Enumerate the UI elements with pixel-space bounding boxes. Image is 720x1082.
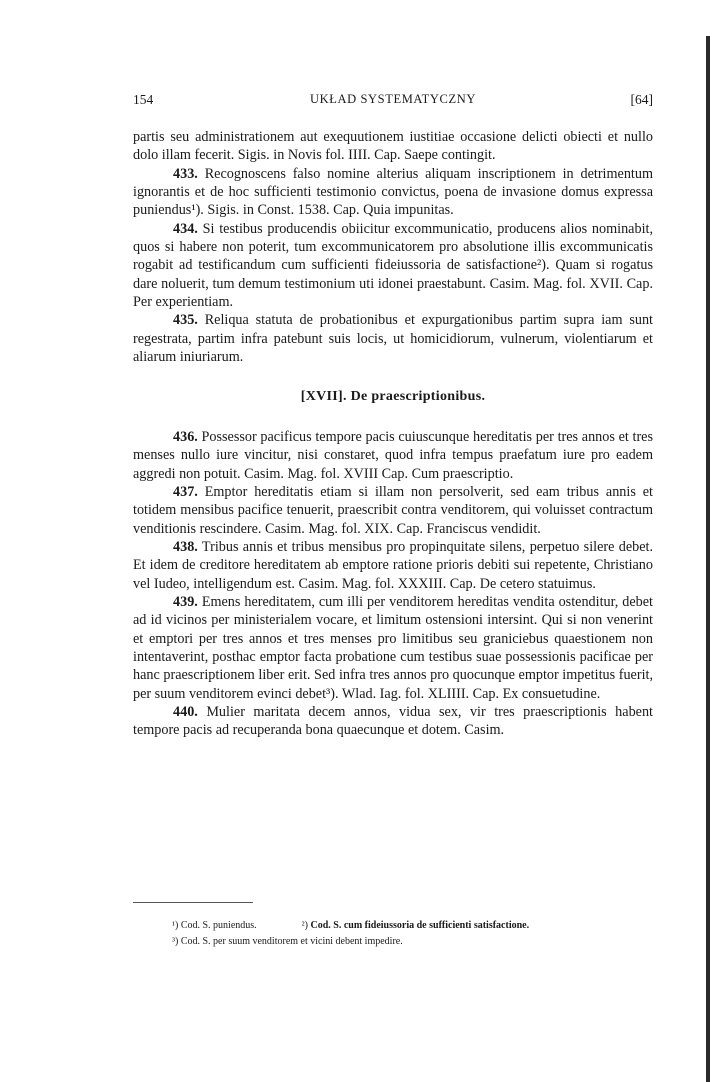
paragraph-text: Recognoscens falso nomine alterius aliquam inscriptionem in detrimentum ignorantis et de hoc sufficienti testimonio convictus, poena de invasione domus expressa puniendus¹). Sigis. in Const. 1538. Cap. Quia impunitas. [133,165,653,219]
running-title: UKŁAD SYSTEMATYCZNY [310,92,476,106]
paragraph-number: 438. [173,538,198,555]
paragraph-text: partis seu administrationem aut exequutionem iustitiae occasione delicti obiecti et nullo dolo illam fecerit. Sigis. in Novis fol. IIII. Cap. Saepe contingit. [133,129,653,164]
paragraph-435 [133,311,653,366]
paragraph-438 [133,538,653,593]
paragraph-text: Mulier maritata decem annos, vidua sex, vir tres praescriptionis habent tempore pacis ad recuperanda bona quaecunque et dotem. Casim. [133,703,653,739]
paragraph-437 [133,483,653,538]
paragraph-text: Si testibus producendis obiicitur excommunicatio, producens alios nominabit, quos si habere non poterit, tum excommunicatorem pro absolutione illis excommunicatis rogabit ad testificandum cum sufficienti fideiussoria de satisfactione²). Quam si rogatus dare noluerit, tum demum testimonium uti idonei praestabunt. Casim. Mag. fol. XVII. Cap. Per experientiam. [133,220,654,311]
paragraph-number: 434. [173,220,198,237]
section-label: [XVII]. [300,389,347,405]
paragraph-number: 439. [173,593,198,610]
section-title: De praescriptionibus. [350,389,486,405]
paragraph-number: 435. [173,312,198,329]
paragraph-number: 433. [173,165,198,182]
paragraph-number: 440. [173,703,198,720]
main-text [133,128,653,740]
footnote-mark: ¹) [172,920,179,931]
paragraph-text: Tribus annis et tribus mensibus pro propinquitate silens, perpetuo silere debet. Et idem de creditore hereditatem ab emptore ratione prioris debiti sui repetente, Christiano vel Iudeo, intelligendum est. Casim. Mag. fol. XXXIII. Cap. De cetero statuimus. [133,538,653,592]
page-number: 154 [133,92,154,107]
footnote-row [172,934,652,950]
footnote-text: Cod. S. per suum venditorem et vicini debent impedire. [180,936,403,947]
footnote-row [172,918,652,934]
paragraph-text: Emens hereditatem, cum illi per venditorem hereditas vendita ostenditur, debet ad id vicinos per ministerialem vocare, et limitum ostensioni intersint. Qui si non venerint et emptori per tres annos et tres menses pro limitibus seu graniciebus quaestionem non intentaverint, posthac emptor facta probatione cum testibus suae possessionis pacificae per hanc praescriptionem liber erit. Sed infra tres annos pro quocunque emptor impetitus fuerit, per suum venditorem evinci debet³). Wlad. Iag. fol. XLIIII. Cap. Ex consuetudine. [133,593,654,702]
running-header [133,92,653,112]
original-page-number: [64] [630,92,653,107]
section-heading [133,388,653,406]
footnote-divider [133,902,253,903]
page-edge-shadow [706,36,710,1082]
paragraph-434 [133,220,653,312]
footnote-mark: ²) [301,920,308,931]
footnotes [172,918,652,950]
paragraph-433 [133,165,653,220]
paragraph-text: Reliqua statuta de probationibus et expurgationibus partim supra iam sunt regestrata, partim infra patebunt suis locis, ut homicidiorum, vulnerum, violentiarum et aliarum iniuriarum. [133,312,654,366]
paragraph-439 [133,593,653,703]
paragraph-text: Possessor pacificus tempore pacis cuiuscunque hereditatis per tres annos et tres menses nullo iure vincitur, nisi constaret, quod infra tempus praefatum iure pro eadem aggredi non potuit. Casim. Mag. fol. XVIII Cap. Cum praescriptio. [133,428,653,482]
paragraph-440 [133,703,653,740]
paragraph-436 [133,428,653,483]
paragraph-number: 436. [173,428,198,445]
paragraph-number: 437. [173,483,198,500]
paragraph-continuation [133,128,653,165]
footnote-text: Cod. S. puniendus. [180,920,257,931]
paragraph-text: Emptor hereditatis etiam si illam non persolverit, sed eam tribus annis et totidem mensibus pacifice tenuerit, praescribit contra venditorem, qui voluisset contractum venditionis rescindere. Casim. Mag. fol. XIX. Cap. Franciscus vendidit. [133,483,653,537]
footnote-mark: ³) [172,936,179,947]
footnote-text: Cod. S. cum fideiussoria de sufficienti satisfactione. [310,920,530,931]
